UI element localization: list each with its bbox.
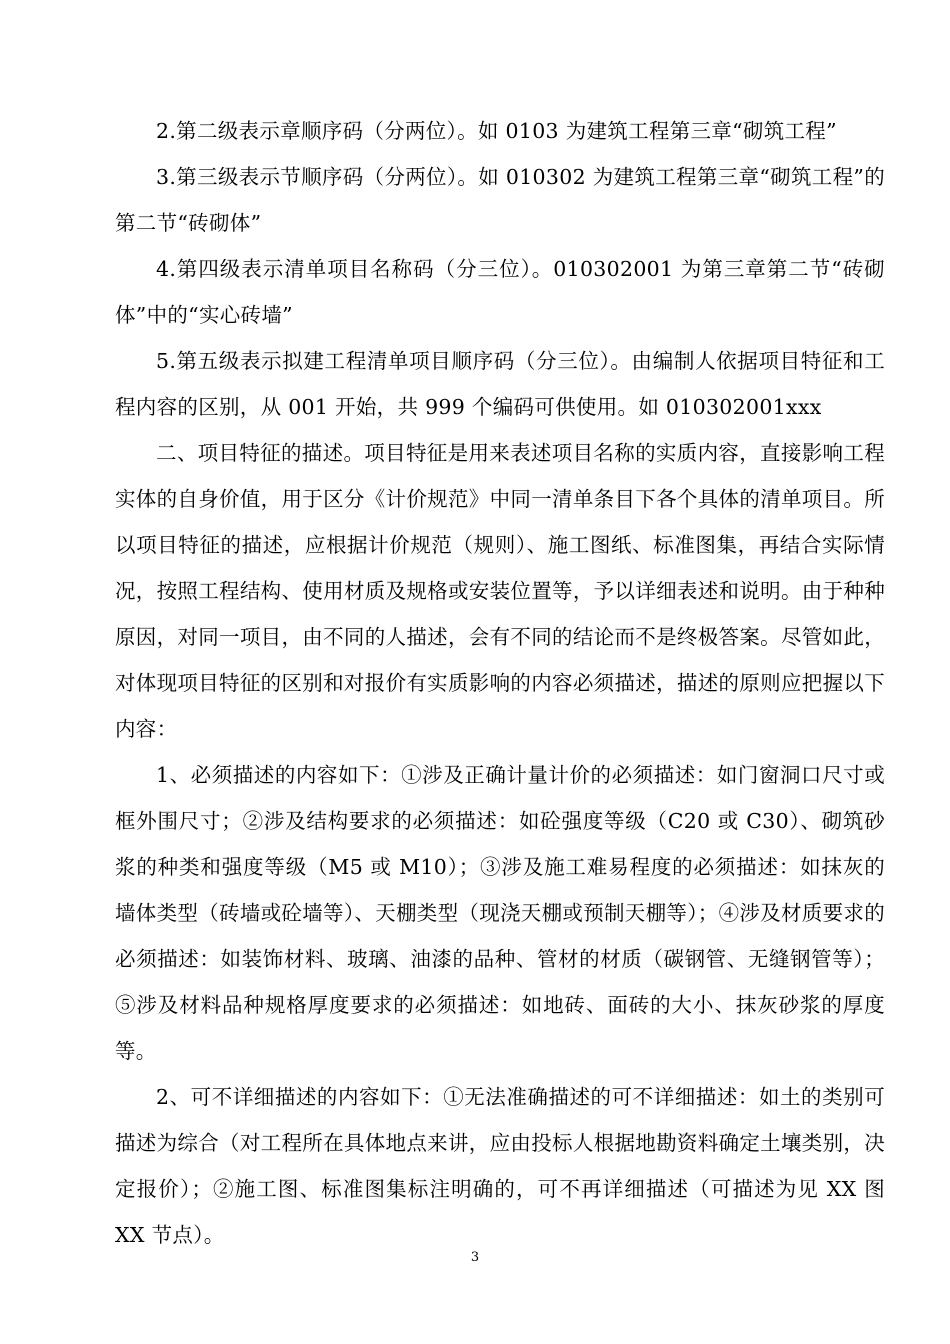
- paragraph-must-describe: 1、必须描述的内容如下：①涉及正确计量计价的必须描述：如门窗洞口尺寸或框外围尺寸；②涉及结构要求的必须描述：如砼强度等级（C20 或 C30）、砌筑砂浆的种类和强度等级（M5 或 M10）；③涉及施工难易程度的必须描述：如抹灰的墙体类型（砖墙或砼墙等）、天棚类型（现浇天棚或预制天棚等）；④涉及材质要求的必须描述：如装饰材料、玻璃、油漆的品种、管材的材质（碳钢管、无缝钢管等）；⑤涉及材料品种规格厚度要求的必须描述：如地砖、面砖的大小、抹灰砂浆的厚度等。: [115, 763, 885, 1063]
- paragraph-level-five-code: 5.第五级表示拟建工程清单项目顺序码（分三位）。由编制人依据项目特征和工程内容的区别，从 001 开始，共 999 个编码可供使用。如 010302001xxx: [115, 349, 885, 419]
- page-number: 3: [470, 1250, 480, 1265]
- paragraph-level-two-code: 2.第二级表示章顺序码（分两位）。如 0103 为建筑工程第三章“砌筑工程”: [156, 119, 837, 143]
- paragraph-may-not-describe-in-detail: 2、可不详细描述的内容如下：①无法准确描述的可不详细描述：如土的类别可描述为综合（对工程所在具体地点来讲，应由投标人根据地勘资料确定土壤类别，决定报价）；②施工图、标准图集标注明确的，可不再详细描述（可描述为见 XX 图 XX 节点）。: [115, 1085, 885, 1247]
- paragraph-level-three-code: 3.第三级表示节顺序码（分两位）。如 010302 为建筑工程第三章“砌筑工程”的第二节“砖砌体”: [115, 165, 885, 235]
- paragraph-level-four-code: 4.第四级表示清单项目名称码（分三位）。010302001 为第三章第二节“砖砌体”中的“实心砖墙”: [115, 257, 885, 327]
- paragraph-item-feature-description: 二、项目特征的描述。项目特征是用来表述项目名称的实质内容，直接影响工程实体的自身价值，用于区分《计价规范》中同一清单条目下各个具体的清单项目。所以项目特征的描述，应根据计价规范（规则）、施工图纸、标准图集，再结合实际情况，按照工程结构、使用材质及规格或安装位置等，予以详细表述和说明。由于种种原因，对同一项目，由不同的人描述，会有不同的结论而不是终极答案。尽管如此，对体现项目特征的区别和对报价有实质影响的内容必须描述，描述的原则应把握以下内容：: [115, 441, 885, 741]
